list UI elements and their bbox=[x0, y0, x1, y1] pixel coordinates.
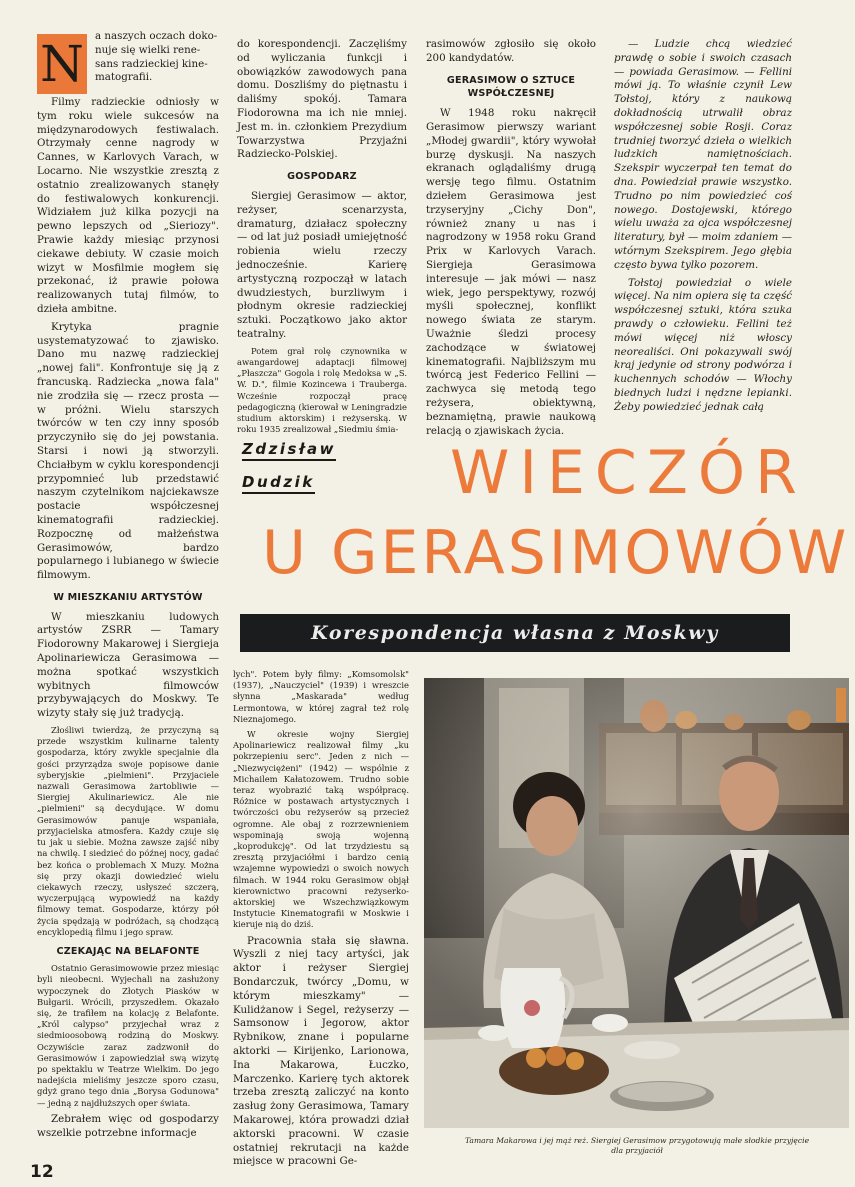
paragraph: W okresie wojny Siergiej Apolinariewicz realizował filmy „ku pokrzepieniu serc". Jeden z nich — „Niezwyciężeni" (1942) — wspólnie z Michailem Kałatozowem. Trudno sobie teraz wyobrazić taką współpracę. Różnice w postawach artystycznych i twórczości obu reżyserów są przecież ogromne. Ale obaj z rozrzewnieniem wspominają swoją wojenną „koprodukcję". Od lat trzydziestu są zresztą przyjaciółmi i bardzo cenią wzajemne wypowiedzi o swoich nowych filmach. W 1944 roku Gerasimow objął kierownictwo pracowni reżyserko-aktorskiej we Wszechzwiązkowym Instytucie Kinematografii w Moskwie i kieruje nią do dziś. bbox=[233, 729, 409, 930]
section-heading: GERASIMOW O SZTUCE WSPÓŁCZESNEJ bbox=[446, 74, 576, 100]
subtitle-banner: Korespondencja własna z Moskwy bbox=[240, 614, 790, 652]
section-heading: CZEKAJĄC NA BELAFONTE bbox=[56, 945, 200, 957]
paragraph: W mieszkaniu ludowych artystów ZSRR — Tamary Fiodorowny Makarowej i Siergieja Apolinariewicza Gerasimowa — można spotkać wszystkich wybitnych filmowców przybywających do Moskwy. Te wizyty stały się już tradycją. bbox=[37, 610, 219, 720]
photo-illustration bbox=[424, 678, 849, 1128]
section-heading: W MIESZKANIU ARTYSTÓW bbox=[53, 591, 203, 603]
author-first-name: Zdzisław bbox=[242, 440, 336, 461]
paragraph: Siergiej Gerasimow — aktor, reżyser, scenarzysta, dramaturg, działacz społeczny — od lat już posiadł umiejętność robienia wielu rzeczy jednocześnie. Karierę artystyczną rozpoczął w latach dwudziestych, burzliwym i płodnym okresie radzieckiej sztuki. Początkowo jako aktor teatralny. bbox=[237, 189, 407, 340]
paragraph: Potem grał rolę czynownika w awangardowej adaptacji filmowej „Płaszcza" Gogola i rolę Medoksa w „S. W. D.", filmie Kozincewa i Trauberga. Wcześnie rozpoczął pracę pedagogiczną (kierował w Leningradzie studium aktorskim) i reżyserską. W roku 1935 zrealizował „Siedmiu śmia- bbox=[237, 345, 407, 435]
paragraph: Złośliwi twierdzą, że przyczyną są przede wszystkim kulinarne talenty gospodarza, który zwykle specjalnie dla gości przyrządza swoje popisowe danie syberyjskie „pielmieni". Przyjaciele nazwali Gerasimowa żartobliwie — Siergiej Akulinariewicz. Ale nie „pielmieni" są decydujące. W domu Gerasimowów panuje wspaniała, przyjacielska atmosfera. Każdy czuje się tu jak u siebie. Można zawsze zajść niby na chwilę. I siedzieć do późnej nocy, gadać bez końca o problemach X Muzy. Można się przy okazji dowiedzieć wielu ciekawych rzeczy, usłyszeć szczerą, wyczerpującą wypowiedź na każdy filmowy temat. Gospodarze, którzy pół życia spędzają w podróżach, są chodzącą encyklopedią filmu i jego spraw. bbox=[37, 725, 219, 937]
paragraph: W 1948 roku nakręcił Gerasimow pierwszy wariant „Młodej gwardii", który wywołał burzę dyskusji. Na naszych ekranach oglądaliśmy drugą wersję tego filmu. Ostatnim dziełem Gerasimowa jest trzyseryjny „Cichy Don", również znany u nas i nagrodzony w 1958 roku Grand Prix w Karlovych Varach. Siergieja Gerasimowa interesuje — jak mówi — nasz wiek, jego perspektywy, rozwój myśli społecznej, konflikt nowego świata ze starym. Uważnie śledzi procesy zachodzące w światowej kinematografii. Najbliższym mu twórcą jest Federico Fellini — zachwyca się metodą tego reżysera, obiektywną, beznamiętną, prawie naukową relacją o zjawiskach życia. bbox=[426, 107, 596, 437]
column-1 bbox=[37, 30, 219, 1144]
column-3 bbox=[426, 38, 596, 442]
paragraph: do korespondencji. Zaczęliśmy od wyliczania funkcji i obowiązków zawodowych pana domu. Doszliśmy do piętnastu i daliśmy spokój. Tamara Fiodorowna ma ich nie mniej. Jest m. in. członkiem Prezydium Towarzystwa Przyjaźni Radziecko-Polskiej. bbox=[237, 38, 407, 161]
paragraph: Krytyka pragnie usystematyzować to zjawisko. Dano mu nazwę radzieckiej „nowej fali". Konfrontuje się ją z francuską. Radziecka „nowa fala" nie zrodziła się — rzecz prosta — w próżni. Wielu starszych twórców w ten czy inny sposób przyczyniło się do jej powstania. Starsi i nowi ją stworzyli. Chciałbym w cyklu korespondencji przypomnieć lub przedstawić naszym czytelnikom najciekawsze postacie współczesnej kinematografii radzieckiej. Rozpocznę od małżeństwa Gerasimowów, bardzo popularnego i lubianego w świecie filmowym. bbox=[37, 320, 219, 582]
column-4 bbox=[614, 38, 792, 419]
section-heading: GOSPODARZ bbox=[287, 171, 357, 183]
paragraph: Pracownia stała się sławna. Wyszli z niej tacy artyści, jak aktor i reżyser Siergiej Bondarczuk, twórcy „Domu, w którym mieszkamy" — Kulidżanow i Segel, reżyserzy — Samsonow i Jegorow, aktor Rybnikow, znane i popularne aktorki — Kirijenko, Larionowa, Ina Makarowa, Łuczko, Marczenko. Karierę tych aktorek trzeba zresztą zaliczyć na konto zasług żony Gerasimowa, Tamary Makarowej, która prowadzi dział aktorski pracowni. W czasie ostatniej rekrutacji na każde miejsce w pracowni Ge- bbox=[233, 934, 409, 1168]
column-2 bbox=[237, 38, 407, 439]
photo-caption: Tamara Makarowa i jej mąż reż. Siergiej Gerasimow przygotowują małe słodkie przyjęcie dla przyjaciół bbox=[464, 1136, 810, 1155]
paragraph: Filmy radzieckie odniosły w tym roku wiele sukcesów na międzynarodowych festiwalach. Otrzymały cenne nagrody w Cannes, w Karlovych Varach, w Locarno. Nie wszystkie zresztą z ostatnio zrealizowanych stanęły do festiwalowych konkurencji. Widziałem już kilka pozycji na pewno lepszych od „Sieriozy". Prawie każdy miesiąc przynosi ciekawe debiuty. W czasie moich wizyt w Mosfilmie mogłem się przekonać, iż prawie połowa realizowanych tutaj filmów, to dzieła ambitne. bbox=[37, 96, 219, 315]
author-last-name: Dudzik bbox=[242, 473, 315, 494]
page-number: 12 bbox=[30, 1162, 54, 1182]
paragraph: Tołstoj powiedział o wiele więcej. Na nim opiera się ta część współczesnej sztuki, która szuka prawdy o człowieku. Fellini też mówi więcej niż włoscy neorealiści. Oni pokazywali swój kraj jedynie od strony podwórza i kuchennych schodów — Włochy biednych ludzi i nędzne lepianki. Żeby powiedzieć jednak całą bbox=[614, 276, 792, 413]
paragraph: — Ludzie chcą wiedzieć prawdę o sobie i swoich czasach — powiada Gerasimow. — Fellini mówi ją. To właśnie czynił Lew Tołstoj, który z naukową dokładnością utrwalił obraz współczesnej sobie Rosji. Coraz trudniej tworzyć dzieła o wielkich ludzkich namiętnościach. Szekspir wyczerpał ten temat do dna. Powiedział prawie wszystko. Trudno po nim powiedzieć coś nowego. Dostojewski, którego wielu uważa za ojca współczesnej literatury, był — moim zdaniem — wtórnym Szekspirem. Jego głębia często bywa tylko pozorem. bbox=[614, 38, 792, 271]
paragraph: Ostatnio Gerasimowowie przez miesiąc byli nieobecni. Wyjechali na zasłużony wypoczynek do Złotych Piasków w Bułgarii. Wrócili, przyszedłem. Okazało się, że trafiłem na kolację z Belafonte. „Król calypso" przyjechał wraz z siedmioosobową rodziną do Moskwy. Oczywiście zaraz zadzwonił do Gerasimowów i zapowiedział swą wizytę po spektaklu w Teatrze Wielkim. Do jego nadejścia mieliśmy jeszcze sporo czasu, gdyż grano tego dnia „Borysa Godunowa" — jedną z najdłuższych oper świata. bbox=[37, 963, 219, 1108]
drop-cap: N bbox=[37, 34, 87, 94]
intro-lines: a naszych oczach doko- nuje się wielki rene- sans radzieckiej kine- matografii. bbox=[95, 30, 218, 84]
title-line-2: U GERASIMOWÓW bbox=[262, 518, 850, 588]
paragraph: lych". Potem były filmy: „Komsomolsk" (1937), „Nauczyciel" (1939) i wreszcie słynna „Maskarada" według Lermontowa, w której zagrał też rolę Nieznajomego. bbox=[233, 669, 409, 724]
photo-gerasimovs bbox=[424, 678, 849, 1128]
title-line-1: WIECZÓR bbox=[450, 438, 807, 508]
paragraph: rasimowów zgłosiło się około 200 kandydatów. bbox=[426, 38, 596, 64]
column-5 bbox=[233, 669, 409, 1173]
paragraph: Zebrałem więc od gospodarzy wszelkie potrzebne informacje bbox=[37, 1112, 219, 1139]
